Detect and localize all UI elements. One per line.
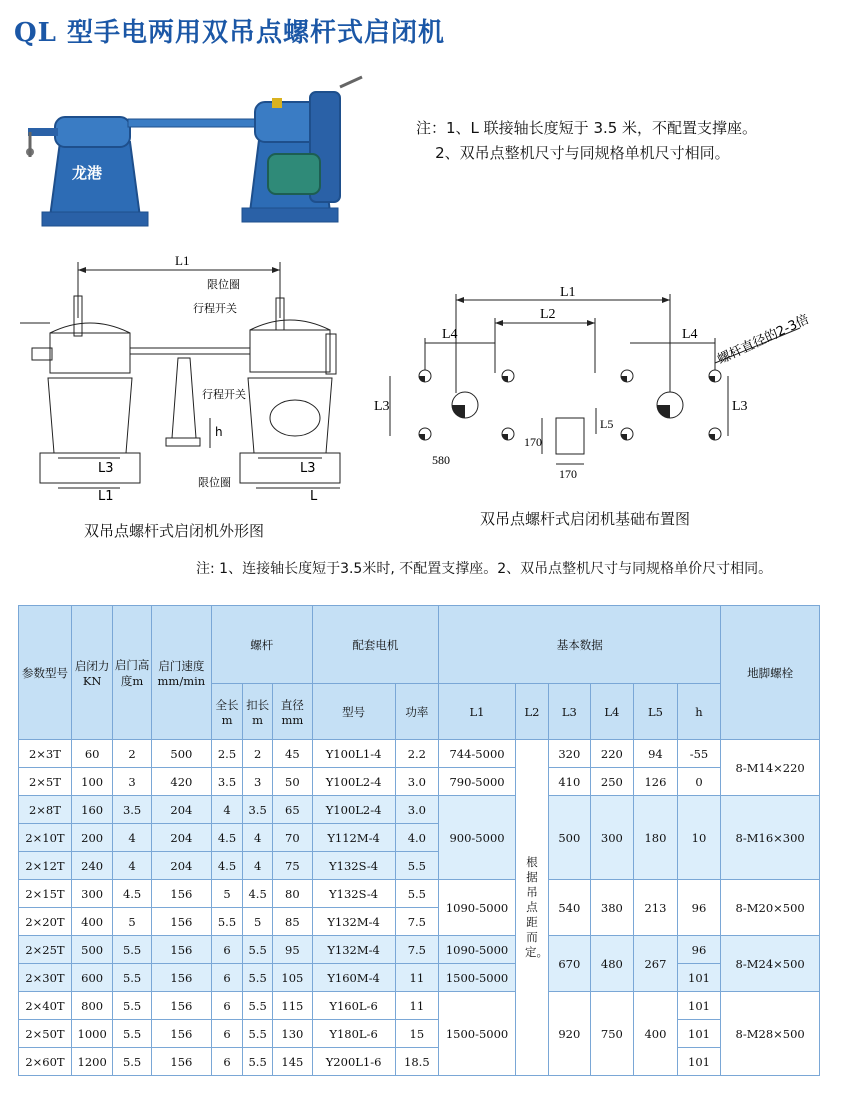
- cell-L3: 320: [549, 740, 591, 768]
- spec-table: [18, 605, 820, 1076]
- cell-L4: 300: [590, 796, 634, 880]
- label-L3-left: L3: [98, 461, 114, 476]
- cell-diameter: 105: [273, 964, 312, 992]
- header-bolt: 地脚螺栓: [721, 606, 820, 740]
- cell-power: 18.5: [395, 1048, 439, 1076]
- cell-L1: 1090-5000: [439, 880, 516, 936]
- header-diameter: 直径mm: [273, 684, 312, 740]
- cell-length: 6: [211, 964, 242, 992]
- label-L3-right: L3: [732, 399, 748, 414]
- cell-height: 3: [113, 768, 151, 796]
- cell-model: Y132M-4: [312, 936, 395, 964]
- cell-h: 96: [677, 880, 721, 936]
- cell-power: 3.0: [395, 796, 439, 824]
- table-row: [19, 992, 820, 1020]
- label-170-vertical: 170: [524, 435, 542, 449]
- header-motor: 配套电机: [312, 606, 439, 684]
- cell-speed: 204: [151, 824, 211, 852]
- cell-force: 300: [71, 880, 113, 908]
- cell-length: 5.5: [211, 908, 242, 936]
- cell-L5: 180: [634, 796, 678, 880]
- label-L3-right: L3: [300, 461, 316, 476]
- table-row: [19, 964, 820, 992]
- cell-speed: 156: [151, 992, 211, 1020]
- cell-type: 2×20T: [19, 908, 72, 936]
- cell-L5: 213: [634, 880, 678, 936]
- cell-type: 2×3T: [19, 740, 72, 768]
- cell-h: 101: [677, 964, 721, 992]
- cell-h: 0: [677, 768, 721, 796]
- cell-L4: 380: [590, 880, 634, 936]
- cell-h: 10: [677, 796, 721, 880]
- label-limit-top: 限位圈: [207, 278, 240, 291]
- cell-length: 6: [211, 1020, 242, 1048]
- cell-length: 4: [211, 796, 242, 824]
- cell-tail: 4: [243, 824, 273, 852]
- cell-speed: 204: [151, 796, 211, 824]
- table-row: [19, 936, 820, 964]
- cell-tail: 3.5: [243, 796, 273, 824]
- cell-L3: 410: [549, 768, 591, 796]
- cell-model: Y180L-6: [312, 1020, 395, 1048]
- cell-bolt: 8-M24×500: [721, 936, 820, 992]
- header-force: 启闭力KN: [71, 606, 113, 740]
- cell-diameter: 95: [273, 936, 312, 964]
- label-580: 580: [432, 453, 450, 467]
- cell-L3: 670: [549, 936, 591, 992]
- cell-diameter: 65: [273, 796, 312, 824]
- cell-diameter: 145: [273, 1048, 312, 1076]
- cell-L1: 790-5000: [439, 768, 516, 796]
- cell-length: 6: [211, 936, 242, 964]
- cell-bolt: 8-M16×300: [721, 796, 820, 880]
- cell-tail: 2: [243, 740, 273, 768]
- cell-type: 2×12T: [19, 852, 72, 880]
- table-row: [19, 768, 820, 796]
- cell-h: 96: [677, 936, 721, 964]
- cell-diameter: 50: [273, 768, 312, 796]
- cell-force: 1200: [71, 1048, 113, 1076]
- cell-speed: 156: [151, 880, 211, 908]
- cell-model: Y132S-4: [312, 852, 395, 880]
- cell-length: 5: [211, 880, 242, 908]
- label-L3-left: L3: [374, 399, 390, 414]
- cell-power: 5.5: [395, 852, 439, 880]
- cell-speed: 156: [151, 1020, 211, 1048]
- cell-diameter: 45: [273, 740, 312, 768]
- cell-length: 3.5: [211, 768, 242, 796]
- cell-height: 5.5: [113, 1048, 151, 1076]
- cell-speed: 156: [151, 1048, 211, 1076]
- cell-bolt: 8-M14×220: [721, 740, 820, 796]
- cell-force: 100: [71, 768, 113, 796]
- label-switch-mid: 行程开关: [202, 388, 246, 401]
- table-row: [19, 1020, 820, 1048]
- cell-type: 2×15T: [19, 880, 72, 908]
- cell-force: 240: [71, 852, 113, 880]
- note-top-line: 2、双吊点整机尺寸与同规格单机尺寸相同。: [416, 144, 730, 162]
- cell-diameter: 80: [273, 880, 312, 908]
- cell-height: 5.5: [113, 964, 151, 992]
- cell-h: -55: [677, 740, 721, 768]
- cell-height: 4: [113, 824, 151, 852]
- cell-type: 2×30T: [19, 964, 72, 992]
- cell-model: Y112M-4: [312, 824, 395, 852]
- cell-height: 5: [113, 908, 151, 936]
- cell-L5: 94: [634, 740, 678, 768]
- header-speed: 启门速度mm/min: [151, 606, 211, 740]
- cell-L3: 540: [549, 880, 591, 936]
- header-power: 功率: [395, 684, 439, 740]
- cell-height: 2: [113, 740, 151, 768]
- header-param: 参数型号: [19, 606, 72, 740]
- label-L: L: [310, 489, 318, 504]
- cell-diameter: 130: [273, 1020, 312, 1048]
- cell-length: 6: [211, 1048, 242, 1076]
- outline-drawing: [10, 248, 370, 508]
- cell-power: 11: [395, 992, 439, 1020]
- cell-L5: 126: [634, 768, 678, 796]
- note-top: [416, 116, 757, 166]
- brand-mark: 龙港: [72, 164, 103, 182]
- note-mid: 注: 1、连接轴长度短于3.5米时, 不配置支撑座。2、双吊点整机尺寸与同规格单价尺寸相同。: [196, 561, 773, 577]
- cell-L5: 400: [634, 992, 678, 1076]
- table-row: [19, 796, 820, 824]
- cell-speed: 420: [151, 768, 211, 796]
- cell-bolt: 8-M28×500: [721, 992, 820, 1076]
- cell-power: 3.0: [395, 768, 439, 796]
- label-L1: L1: [560, 285, 576, 300]
- cell-type: 2×25T: [19, 936, 72, 964]
- table-row: [19, 740, 820, 768]
- caption-foundation: 双吊点螺杆式启闭机基础布置图: [480, 510, 691, 528]
- cell-L1: 1090-5000: [439, 936, 516, 964]
- product-photo: [10, 62, 370, 242]
- cell-h: 101: [677, 1048, 721, 1076]
- cell-model: Y132S-4: [312, 880, 395, 908]
- cell-height: 4.5: [113, 880, 151, 908]
- header-L3: L3: [549, 684, 591, 740]
- label-L5: L5: [600, 417, 614, 431]
- cell-tail: 3: [243, 768, 273, 796]
- cell-speed: 500: [151, 740, 211, 768]
- cell-L1: 900-5000: [439, 796, 516, 880]
- page-title: QL 型手电两用双吊点螺杆式启闭机: [14, 18, 445, 48]
- cell-model: Y100L1-4: [312, 740, 395, 768]
- label-L1-bottom: L1: [98, 489, 114, 504]
- cell-power: 7.5: [395, 908, 439, 936]
- cell-height: 4: [113, 852, 151, 880]
- header-tail: 扣长m: [243, 684, 273, 740]
- cell-model: Y100L2-4: [312, 796, 395, 824]
- label-h: h: [215, 425, 223, 439]
- cell-speed: 204: [151, 852, 211, 880]
- header-L1: L1: [439, 684, 516, 740]
- cell-L1: 1500-5000: [439, 964, 516, 992]
- header-h: h: [677, 684, 721, 740]
- cell-model: Y160L-6: [312, 992, 395, 1020]
- cell-length: 4.5: [211, 824, 242, 852]
- cell-diameter: 115: [273, 992, 312, 1020]
- cell-L3: 500: [549, 796, 591, 880]
- cell-L4: 480: [590, 936, 634, 992]
- cell-type: 2×10T: [19, 824, 72, 852]
- cell-force: 800: [71, 992, 113, 1020]
- cell-height: 5.5: [113, 1020, 151, 1048]
- cell-height: 5.5: [113, 992, 151, 1020]
- label-switch-top: 行程开关: [193, 302, 237, 315]
- table-row: [19, 880, 820, 908]
- cell-type: 2×5T: [19, 768, 72, 796]
- cell-length: 6: [211, 992, 242, 1020]
- cell-power: 15: [395, 1020, 439, 1048]
- cell-L5: 267: [634, 936, 678, 992]
- cell-tail: 5.5: [243, 964, 273, 992]
- cell-type: 2×40T: [19, 992, 72, 1020]
- cell-diameter: 85: [273, 908, 312, 936]
- cell-diameter: 70: [273, 824, 312, 852]
- cell-model: Y160M-4: [312, 964, 395, 992]
- cell-power: 5.5: [395, 880, 439, 908]
- note-top-line: 注：1、L 联接轴长度短于 3.5 米，不配置支撑座。: [416, 119, 758, 137]
- cell-model: Y132M-4: [312, 908, 395, 936]
- header-base: 基本数据: [439, 606, 721, 684]
- cell-force: 600: [71, 964, 113, 992]
- cell-tail: 5.5: [243, 992, 273, 1020]
- cell-length: 4.5: [211, 852, 242, 880]
- label-L2: L2: [540, 307, 556, 322]
- cell-force: 500: [71, 936, 113, 964]
- cell-L2: [515, 740, 548, 1076]
- cell-h: 101: [677, 1020, 721, 1048]
- header-L2: L2: [515, 684, 548, 740]
- cell-speed: 156: [151, 936, 211, 964]
- cell-force: 1000: [71, 1020, 113, 1048]
- cell-height: 3.5: [113, 796, 151, 824]
- hoist-illustration: [10, 62, 370, 242]
- cell-bolt: 8-M20×500: [721, 880, 820, 936]
- cell-h: 101: [677, 992, 721, 1020]
- cell-tail: 5.5: [243, 936, 273, 964]
- label-screw-diameter: 螺杆直径的2-3倍: [715, 312, 812, 368]
- cell-L1: 744-5000: [439, 740, 516, 768]
- cell-force: 400: [71, 908, 113, 936]
- cell-L4: 220: [590, 740, 634, 768]
- label-170-horizontal: 170: [559, 467, 577, 481]
- cell-tail: 4: [243, 852, 273, 880]
- header-model: 型号: [312, 684, 395, 740]
- cell-force: 160: [71, 796, 113, 824]
- cell-power: 4.0: [395, 824, 439, 852]
- cell-tail: 5: [243, 908, 273, 936]
- cell-length: 2.5: [211, 740, 242, 768]
- cell-model: Y100L2-4: [312, 768, 395, 796]
- label-L1-top: L1: [175, 253, 190, 268]
- table-row: [19, 1048, 820, 1076]
- cell-tail: 4.5: [243, 880, 273, 908]
- cell-power: 7.5: [395, 936, 439, 964]
- cell-power: 11: [395, 964, 439, 992]
- cell-force: 60: [71, 740, 113, 768]
- cell-height: 5.5: [113, 936, 151, 964]
- cell-L4: 750: [590, 992, 634, 1076]
- foundation-drawing: [370, 268, 830, 483]
- cell-L1: 1500-5000: [439, 992, 516, 1076]
- cell-type: 2×50T: [19, 1020, 72, 1048]
- header-screw: 螺杆: [211, 606, 312, 684]
- header-L5: L5: [634, 684, 678, 740]
- cell-L4: 250: [590, 768, 634, 796]
- cell-type: 2×60T: [19, 1048, 72, 1076]
- cell-force: 200: [71, 824, 113, 852]
- header-length: 全长m: [211, 684, 242, 740]
- cell-tail: 5.5: [243, 1020, 273, 1048]
- cell-L3: 920: [549, 992, 591, 1076]
- caption-outline: 双吊点螺杆式启闭机外形图: [84, 522, 265, 540]
- cell-power: 2.2: [395, 740, 439, 768]
- cell-speed: 156: [151, 964, 211, 992]
- label-L4-right: L4: [682, 327, 698, 342]
- cell-diameter: 75: [273, 852, 312, 880]
- header-height: 启门高度m: [113, 606, 151, 740]
- cell-model: Y200L1-6: [312, 1048, 395, 1076]
- cell-type: 2×8T: [19, 796, 72, 824]
- cell-tail: 5.5: [243, 1048, 273, 1076]
- cell-speed: 156: [151, 908, 211, 936]
- header-L4: L4: [590, 684, 634, 740]
- l2-note: 根据吊点距而定。: [525, 855, 548, 959]
- label-limit-bottom: 限位圈: [198, 476, 231, 489]
- label-L4-left: L4: [442, 327, 458, 342]
